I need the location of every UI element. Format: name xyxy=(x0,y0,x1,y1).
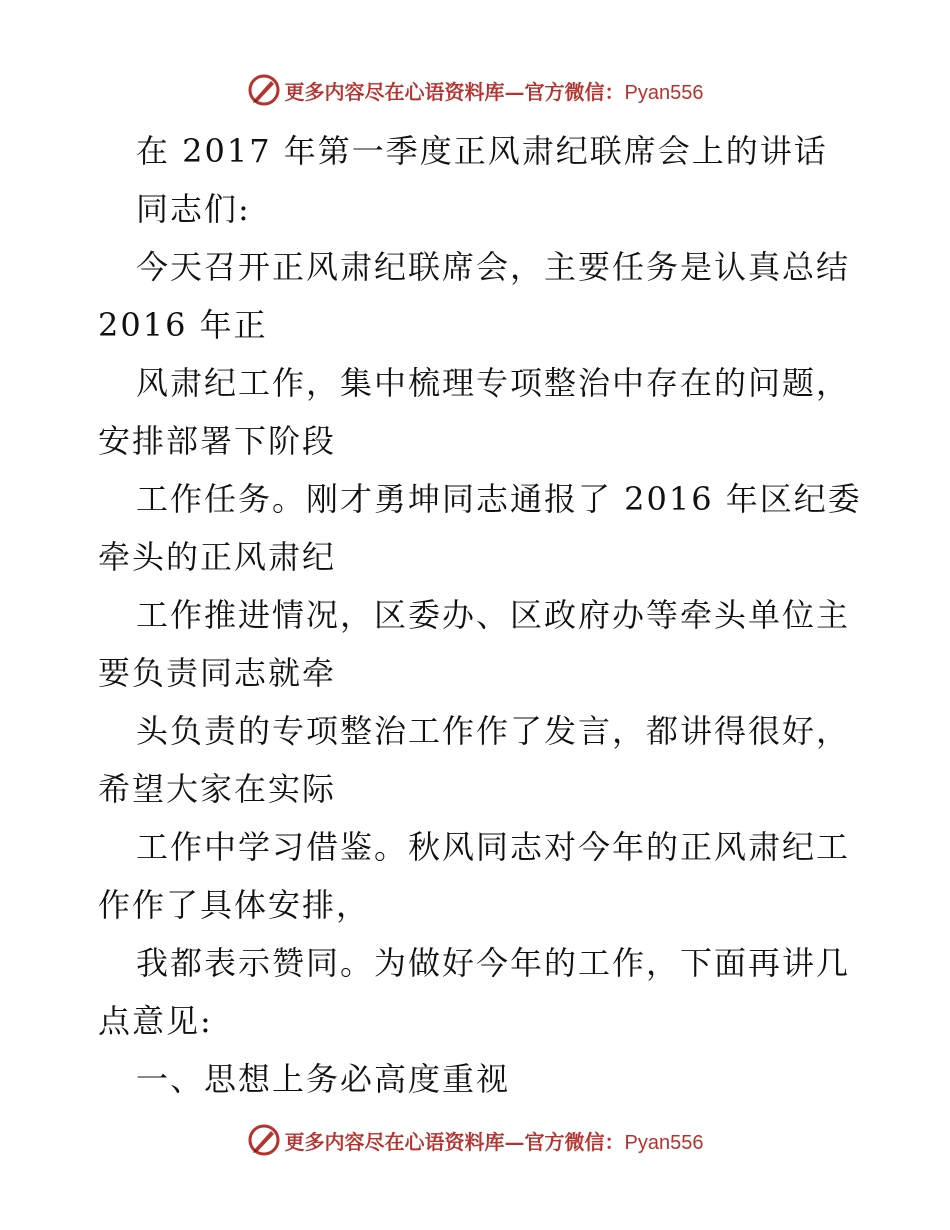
text-line: 2016 年正 xyxy=(98,306,268,344)
text-line: 工作推进情况，区委办、区政府办等牵头单位主 xyxy=(136,596,851,634)
text-line: 今天召开正风肃纪联席会，主要任务是认真总结 xyxy=(136,248,851,286)
text-line: 牵头的正风肃纪 xyxy=(98,538,337,576)
header-watermark xyxy=(0,68,950,112)
text-line: 工作中学习借鉴。秋风同志对今年的正风肃纪工 xyxy=(136,828,851,866)
text-line: 头负责的专项整治工作作了发言，都讲得很好， xyxy=(136,712,851,750)
text-line: 我都表示赞同。为做好今年的工作，下面再讲几 xyxy=(136,944,851,982)
text-line: 工作任务。刚才勇坤同志通报了 2016 年区纪委 xyxy=(136,480,862,518)
text-line: 作作了具体安排， xyxy=(98,886,371,924)
text-line: 安排部署下阶段 xyxy=(98,422,337,460)
text-line: 同志们: xyxy=(136,190,251,228)
footer-watermark xyxy=(0,1118,950,1162)
quill-logo-icon xyxy=(247,73,281,107)
text-line: 点意见: xyxy=(98,1002,213,1040)
text-line: 风肃纪工作，集中梳理专项整治中存在的问题， xyxy=(136,364,851,402)
text-line: 在 2017 年第一季度正风肃纪联席会上的讲话 xyxy=(136,132,828,170)
quill-logo-icon xyxy=(247,1123,281,1157)
document-body xyxy=(98,122,862,1108)
watermark-text: 更多内容尽在心语资料库—官方微信：Pyan556 xyxy=(284,79,704,104)
text-line: 要负责同志就牵 xyxy=(98,654,337,692)
text-line: 一、思想上务必高度重视 xyxy=(136,1060,511,1098)
text-line: 希望大家在实际 xyxy=(98,770,337,808)
watermark-text: 更多内容尽在心语资料库—官方微信：Pyan556 xyxy=(284,1129,704,1154)
